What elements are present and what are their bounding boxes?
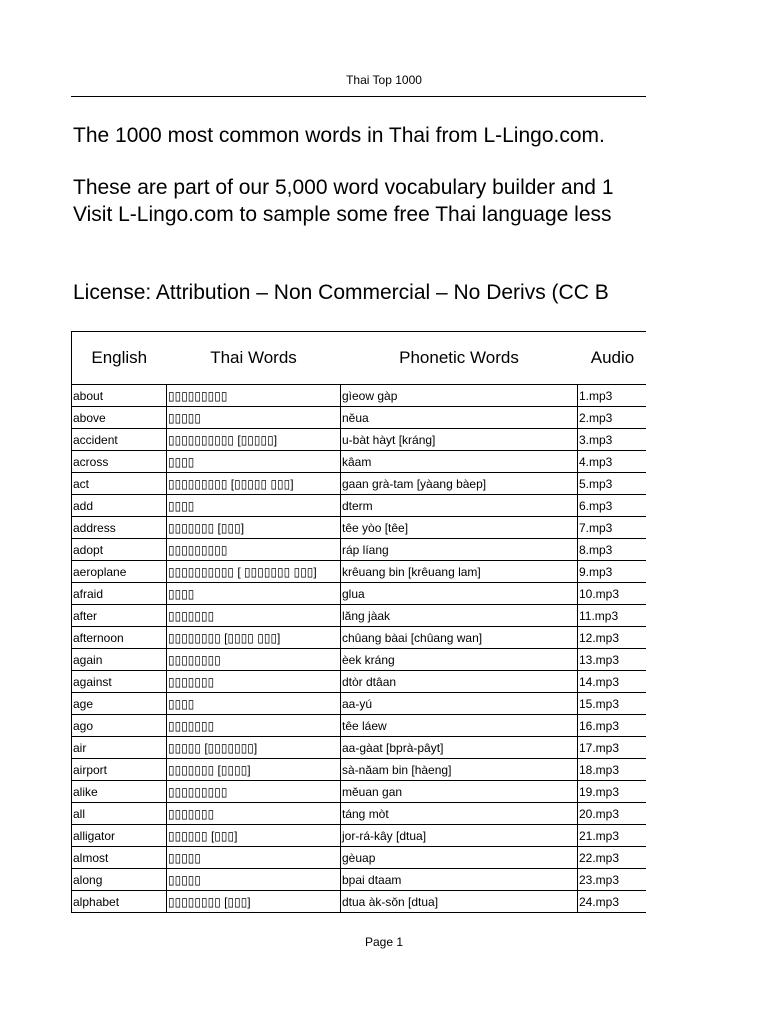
phonetic-cell: bpai dtaam xyxy=(341,869,578,891)
table-row xyxy=(72,627,647,649)
phonetic-cell: dtua àk-sŏn [dtua] xyxy=(341,891,578,913)
audio-cell: 17.mp3 xyxy=(578,737,647,759)
phonetic-cell: u-bàt hàyt [kráng] xyxy=(341,429,578,451)
table-row xyxy=(72,451,647,473)
phonetic-cell: têe láew xyxy=(341,715,578,737)
audio-cell: 13.mp3 xyxy=(578,649,647,671)
thai-cell: ▯▯▯▯▯▯▯▯▯ xyxy=(167,539,341,561)
english-cell: alligator xyxy=(72,825,167,847)
audio-cell: 24.mp3 xyxy=(578,891,647,913)
phonetic-cell: mĕuan gan xyxy=(341,781,578,803)
audio-cell: 20.mp3 xyxy=(578,803,647,825)
table-row xyxy=(72,671,647,693)
vocabulary-rows xyxy=(72,385,647,913)
audio-cell: 9.mp3 xyxy=(578,561,647,583)
table-row xyxy=(72,715,647,737)
audio-cell: 15.mp3 xyxy=(578,693,647,715)
audio-cell: 4.mp3 xyxy=(578,451,647,473)
english-cell: almost xyxy=(72,847,167,869)
audio-cell: 16.mp3 xyxy=(578,715,647,737)
phonetic-cell: sà-năam bin [hàeng] xyxy=(341,759,578,781)
audio-cell: 5.mp3 xyxy=(578,473,647,495)
english-cell: about xyxy=(72,385,167,407)
phonetic-cell: dterm xyxy=(341,495,578,517)
english-cell: afraid xyxy=(72,583,167,605)
thai-cell: ▯▯▯▯▯ [▯▯▯▯▯▯▯] xyxy=(167,737,341,759)
english-cell: air xyxy=(72,737,167,759)
phonetic-cell: ráp líang xyxy=(341,539,578,561)
audio-cell: 7.mp3 xyxy=(578,517,647,539)
table-row xyxy=(72,693,647,715)
english-cell: above xyxy=(72,407,167,429)
audio-cell: 19.mp3 xyxy=(578,781,647,803)
phonetic-cell: lăng jàak xyxy=(341,605,578,627)
thai-cell: ▯▯▯▯▯▯▯▯ [▯▯▯▯ ▯▯▯] xyxy=(167,627,341,649)
thai-cell: ▯▯▯▯▯▯▯▯ [▯▯▯] xyxy=(167,891,341,913)
audio-cell: 18.mp3 xyxy=(578,759,647,781)
table-row xyxy=(72,649,647,671)
thai-cell: ▯▯▯▯ xyxy=(167,495,341,517)
audio-cell: 6.mp3 xyxy=(578,495,647,517)
audio-cell: 23.mp3 xyxy=(578,869,647,891)
thai-cell: ▯▯▯▯ xyxy=(167,583,341,605)
intro-line-2: These are part of our 5,000 word vocabulary builder and 1 xyxy=(73,176,614,199)
table-row xyxy=(72,803,647,825)
thai-cell: ▯▯▯▯▯ xyxy=(167,847,341,869)
header-audio: Audio xyxy=(578,332,647,385)
english-cell: accident xyxy=(72,429,167,451)
header-phonetic-words: Phonetic Words xyxy=(341,332,578,385)
table-row xyxy=(72,781,647,803)
table-row xyxy=(72,495,647,517)
audio-cell: 2.mp3 xyxy=(578,407,647,429)
phonetic-cell: gèuap xyxy=(341,847,578,869)
english-cell: alike xyxy=(72,781,167,803)
phonetic-cell: dtòr dtâan xyxy=(341,671,578,693)
english-cell: all xyxy=(72,803,167,825)
table-row xyxy=(72,583,647,605)
thai-cell: ▯▯▯▯ xyxy=(167,451,341,473)
english-cell: across xyxy=(72,451,167,473)
thai-cell: ▯▯▯▯▯▯▯▯▯ [▯▯▯▯▯ ▯▯▯] xyxy=(167,473,341,495)
phonetic-cell: aa-yú xyxy=(341,693,578,715)
audio-cell: 3.mp3 xyxy=(578,429,647,451)
phonetic-cell: krêuang bin [krêuang lam] xyxy=(341,561,578,583)
phonetic-cell: èek kráng xyxy=(341,649,578,671)
audio-cell: 8.mp3 xyxy=(578,539,647,561)
thai-cell: ▯▯▯▯▯▯▯▯ xyxy=(167,649,341,671)
header-thai-words: Thai Words xyxy=(167,332,341,385)
audio-cell: 14.mp3 xyxy=(578,671,647,693)
phonetic-cell: táng mòt xyxy=(341,803,578,825)
table-row xyxy=(72,429,647,451)
phonetic-cell: gìeow gàp xyxy=(341,385,578,407)
english-cell: airport xyxy=(72,759,167,781)
phonetic-cell: jor-rá-kây [dtua] xyxy=(341,825,578,847)
table-row xyxy=(72,847,647,869)
header-english: English xyxy=(72,332,167,385)
phonetic-cell: aa-gàat [bprà-pâyt] xyxy=(341,737,578,759)
thai-cell: ▯▯▯▯▯ xyxy=(167,869,341,891)
table-row xyxy=(72,561,647,583)
thai-cell: ▯▯▯▯▯▯▯▯▯▯ [▯▯▯▯▯] xyxy=(167,429,341,451)
english-cell: after xyxy=(72,605,167,627)
table-row xyxy=(72,759,647,781)
table-row xyxy=(72,539,647,561)
thai-cell: ▯▯▯▯▯▯▯ xyxy=(167,671,341,693)
english-cell: adopt xyxy=(72,539,167,561)
english-cell: ago xyxy=(72,715,167,737)
table-header-row xyxy=(72,332,647,385)
page-header-title: Thai Top 1000 xyxy=(346,73,422,87)
english-cell: act xyxy=(72,473,167,495)
page-number: Page 1 xyxy=(364,935,404,949)
english-cell: against xyxy=(72,671,167,693)
vocabulary-table xyxy=(71,331,646,913)
thai-cell: ▯▯▯▯▯ xyxy=(167,407,341,429)
thai-cell: ▯▯▯▯▯▯▯ xyxy=(167,605,341,627)
table-row xyxy=(72,407,647,429)
table-row xyxy=(72,891,647,913)
thai-cell: ▯▯▯▯▯▯▯ [▯▯▯] xyxy=(167,517,341,539)
table-row xyxy=(72,869,647,891)
table-row xyxy=(72,737,647,759)
table-row xyxy=(72,517,647,539)
phonetic-cell: gaan grà-tam [yàang bàep] xyxy=(341,473,578,495)
thai-cell: ▯▯▯▯▯▯▯▯▯▯ [ ▯▯▯▯▯▯▯ ▯▯▯] xyxy=(167,561,341,583)
phonetic-cell: têe yòo [têe] xyxy=(341,517,578,539)
intro-line-3: Visit L-Lingo.com to sample some free Thai language less xyxy=(73,203,612,226)
thai-cell: ▯▯▯▯▯▯▯▯▯ xyxy=(167,781,341,803)
english-cell: add xyxy=(72,495,167,517)
table-row xyxy=(72,473,647,495)
audio-cell: 11.mp3 xyxy=(578,605,647,627)
intro-line-1: The 1000 most common words in Thai from L-Lingo.com. xyxy=(73,124,605,147)
english-cell: along xyxy=(72,869,167,891)
english-cell: address xyxy=(72,517,167,539)
thai-cell: ▯▯▯▯▯▯▯▯▯ xyxy=(167,385,341,407)
audio-cell: 10.mp3 xyxy=(578,583,647,605)
phonetic-cell: glua xyxy=(341,583,578,605)
table-row xyxy=(72,825,647,847)
phonetic-cell: kâam xyxy=(341,451,578,473)
audio-cell: 1.mp3 xyxy=(578,385,647,407)
table-row xyxy=(72,605,647,627)
thai-cell: ▯▯▯▯▯▯▯ xyxy=(167,803,341,825)
english-cell: alphabet xyxy=(72,891,167,913)
thai-cell: ▯▯▯▯▯▯ [▯▯▯] xyxy=(167,825,341,847)
english-cell: again xyxy=(72,649,167,671)
phonetic-cell: chûang bàai [chûang wan] xyxy=(341,627,578,649)
audio-cell: 12.mp3 xyxy=(578,627,647,649)
thai-cell: ▯▯▯▯ xyxy=(167,693,341,715)
audio-cell: 21.mp3 xyxy=(578,825,647,847)
phonetic-cell: nĕua xyxy=(341,407,578,429)
english-cell: aeroplane xyxy=(72,561,167,583)
thai-cell: ▯▯▯▯▯▯▯ xyxy=(167,715,341,737)
english-cell: afternoon xyxy=(72,627,167,649)
table-row xyxy=(72,385,647,407)
english-cell: age xyxy=(72,693,167,715)
thai-cell: ▯▯▯▯▯▯▯ [▯▯▯▯] xyxy=(167,759,341,781)
audio-cell: 22.mp3 xyxy=(578,847,647,869)
license-line: License: Attribution – Non Commercial – No Derivs (CC B xyxy=(73,281,609,304)
